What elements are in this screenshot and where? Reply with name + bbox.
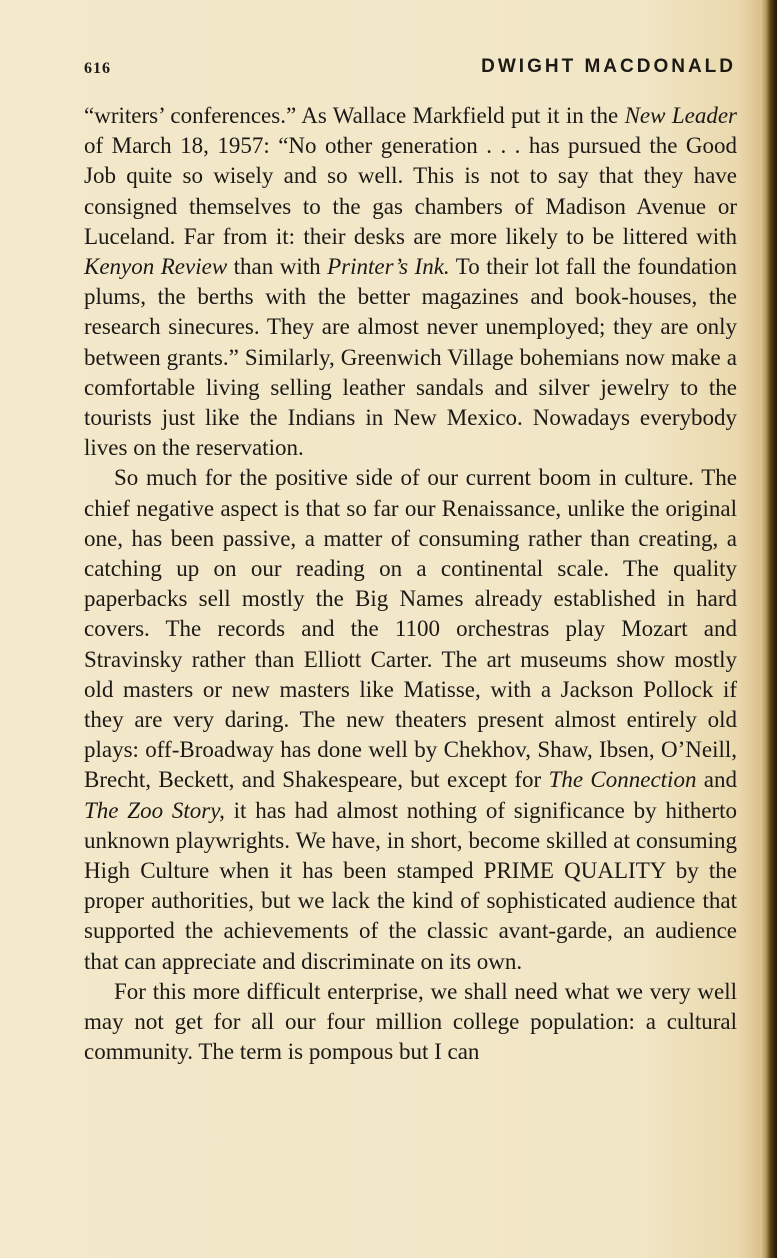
italic-title-kenyon-review: Kenyon Review xyxy=(84,254,228,280)
paragraph-2 xyxy=(84,463,737,976)
italic-title-new-leader: New Leader xyxy=(624,103,737,128)
text-segment: than with xyxy=(227,254,328,280)
text-segment: and xyxy=(696,767,738,793)
text-segment: it has had almost nothing of significance by hitherto unknown playwrights. We have, in short, become skilled at consuming High Culture when it has been stamped PRIME QUALITY by the proper authorities, but we lack the kind of sophisticated audience that supported the achievements of the classic avant-garde, an audience that can appreciate and discriminate on its own. xyxy=(84,797,737,974)
running-head: DWIGHT MACDONALD xyxy=(481,56,736,77)
book-spine-shadow xyxy=(765,0,777,1258)
italic-title-the-zoo-story: The Zoo Story, xyxy=(84,797,225,823)
page-header xyxy=(84,56,736,86)
paragraph-3 xyxy=(84,977,737,1068)
text-segment: For this more difficult enterprise, we shall need what we very well may not get for all our four million college population: a cultural community. The term is pompous but I can xyxy=(84,978,737,1065)
italic-title-the-connection: The Connection xyxy=(548,767,697,793)
text-segment: To their lot fall the foundation plums, the berths with the better magazines and book-houses, the research sinecures. They are almost never unemployed; they are only between grants.” Similarly, Greenwich Village bohemians now make a comfortable living selling leather sandals and silver jewelry to the tourists just like the Indians in New Mexico. Nowadays everybody lives on the reservation. xyxy=(84,254,737,461)
italic-title-printers-ink: Printer’s Ink. xyxy=(327,254,450,280)
page-number: 616 xyxy=(84,60,111,77)
text-segment: “writers’ conferences.” As Wallace Markfield put it in the xyxy=(84,103,625,128)
text-segment: So much for the positive side of our current boom in culture. The chief negative aspect is that so far our Renaissance, unlike the original one, has been passive, a matter of consuming rather than creating, a catching up on our reading on a continental scale. The quality paperbacks sell mostly the Big Names already established in hard covers. The records and the 1100 orchestras play Mozart and Stravinsky rather than Elliott Carter. The art museums show mostly old masters or new masters like Matisse, with a Jackson Pollock if they are very daring. The new theaters present almost entirely old plays: off-Broadway has done well by Chekhov, Shaw, Ibsen, O’Neill, Brecht, Beckett, and Shakespeare, but except for xyxy=(84,465,737,793)
paragraph-1 xyxy=(84,101,737,463)
body-text xyxy=(84,101,737,1068)
text-segment: of March 18, 1957: “No other generation . . . has pursued the Good Job quite so wisely and so well. This is not to say that they have consigned themselves to the gas chambers of Madison Avenue or Luceland. Far from it: their desks are more likely to be littered with xyxy=(84,133,737,249)
